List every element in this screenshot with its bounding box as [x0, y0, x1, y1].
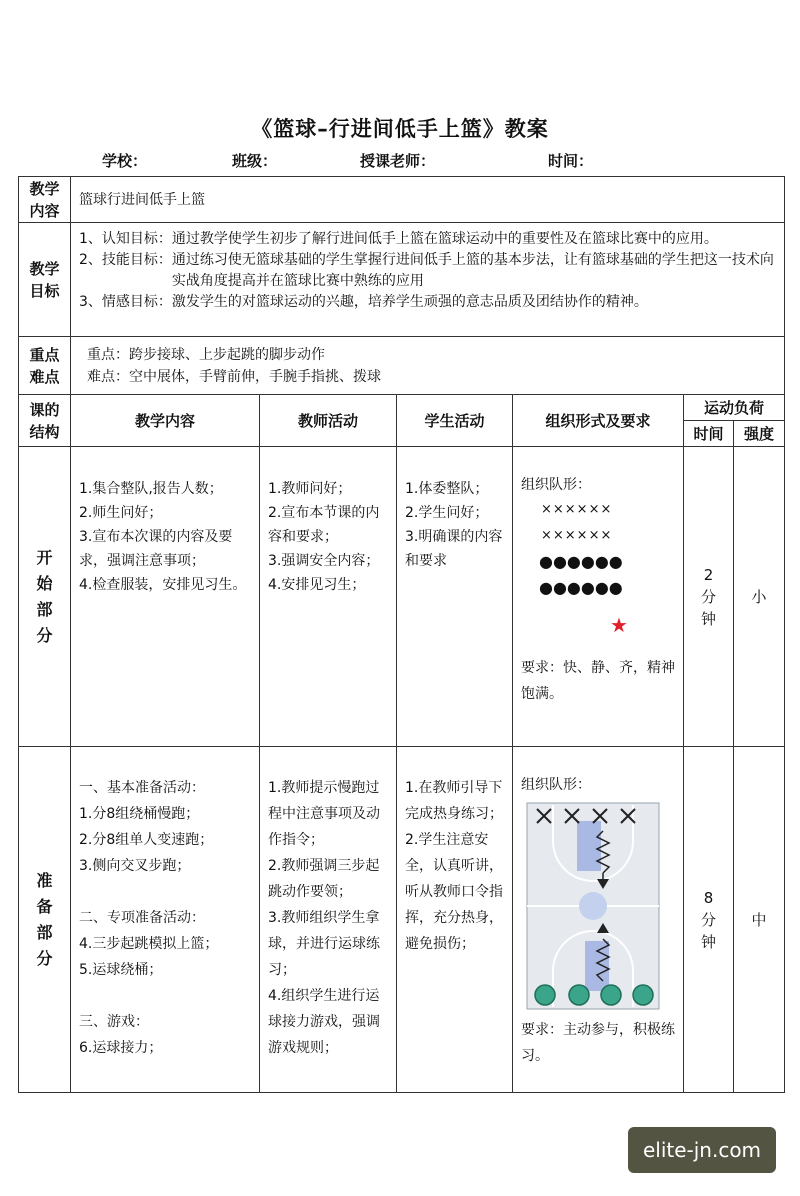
section-prep-student: 1.在教师引导下完成热身练习； 2.学生注意安全，认真听讲，听从教师口令指挥，充分热身，避免损伤； [397, 747, 513, 1093]
row-goals [19, 223, 785, 337]
meta-time: 时间： [548, 152, 594, 170]
lesson-plan-table [18, 176, 785, 1093]
center-circle [579, 892, 607, 920]
header-content: 教学内容 [71, 395, 260, 447]
header-org: 组织形式及要求 [513, 395, 684, 447]
section-start-content: 1.集合整队,报告人数； 2.师生问好； 3.宣布本次课的内容及要求，强调注意事项； 4.检查服装，安排见习生。 [71, 447, 260, 747]
content-text: 篮球行进间低手上篮 [71, 177, 785, 223]
row-keypoints [19, 337, 785, 395]
section-start-name: 开 始 部 分 [19, 447, 71, 747]
prep-requirement: 要求：主动参与，积极练习。 [521, 1022, 675, 1064]
section-prep-teacher: 1.教师提示慢跑过程中注意事项及动作指令； 2.教师强调三步起跳动作要领； 3.教师组织学生拿球，并进行运球练习； 4.组织学生进行运球接力游戏，强调游戏规则； [260, 747, 397, 1093]
formation-row-x2: ×××××× [541, 528, 613, 543]
header-structure: 课的结构 [19, 395, 71, 447]
page-title: 《篮球–行进间低手上篮》教案 [251, 117, 549, 141]
section-start-teacher: 1.教师问好； 2.宣布本节课的内容和要求； 3.强调安全内容； 4.安排见习生； [260, 447, 397, 747]
header-teacher: 教师活动 [260, 395, 397, 447]
goal-item-2: 2、技能目标： 通过练习使无篮球基础的学生掌握行进间低手上篮的基本步法，让有篮球基础的学生把这一技术向实战角度提高并在篮球比赛中熟练的应用 [79, 252, 774, 289]
court-bottom-key [585, 941, 609, 991]
row-section-start [19, 447, 785, 747]
section-prep-time: 8 分 钟 [684, 747, 734, 1093]
meta-school: 学校： [102, 152, 148, 170]
goals-label: 教学目标 [19, 223, 71, 337]
star-icon: ★ [610, 613, 628, 637]
goal-item-1: 1、认知目标： 通过教学使学生初步了解行进间低手上篮在篮球运动中的重要性及在篮球比赛中的应用。 [79, 231, 718, 247]
formation-row-x1: ×××××× [541, 502, 613, 517]
org-label: 组织队形： [521, 777, 591, 793]
dot-player-2 [569, 985, 589, 1005]
keypoints-label: 重点难点 [19, 337, 71, 395]
content-label: 教学内容 [19, 177, 71, 223]
header-student: 学生活动 [397, 395, 513, 447]
section-start-student: 1.体委整队； 2.学生问好； 3.明确课的内容和要求 [397, 447, 513, 747]
hard-point: 难点：空中展体，手臂前伸，手腕手指挑、拨球 [87, 368, 381, 385]
section-start-org [513, 447, 684, 747]
court-diagram [523, 801, 663, 1011]
section-start-time: 2 分 钟 [684, 447, 734, 747]
formation-row-dot1: ●●●●●● [539, 552, 623, 571]
header-load: 运动负荷 [684, 395, 785, 421]
formation-row-dot2: ●●●●●● [539, 578, 623, 597]
meta-teacher: 授课老师： [360, 152, 436, 170]
org-label: 组织队形： [521, 477, 591, 493]
goal-item-3: 3、情感目标： 激发学生的对篮球运动的兴趣，培养学生顽强的意志品质及团结协作的精神。 [79, 294, 648, 310]
key-point: 重点：跨步接球、上步起跳的脚步动作 [87, 346, 325, 363]
meta-class: 班级： [232, 152, 278, 170]
watermark-badge: elite-jn.com [628, 1127, 776, 1173]
row-section-prep [19, 747, 785, 1093]
dot-player-4 [633, 985, 653, 1005]
row-header-1 [19, 395, 785, 421]
dot-player-1 [535, 985, 555, 1005]
start-requirement: 要求：快、静、齐，精神饱满。 [521, 660, 675, 702]
section-prep-org [513, 747, 684, 1093]
row-content [19, 177, 785, 223]
goals-cell [71, 223, 785, 337]
section-prep-content: 一、基本准备活动： 1.分8组绕桶慢跑； 2.分8组单人变速跑； 3.侧向交叉步跑； 二、专项准备活动： 4.三步起跳模拟上篮； 5.运球绕桶； 三、游戏： 6.运球接力； [71, 747, 260, 1093]
court-top-key [577, 821, 601, 871]
dot-player-3 [601, 985, 621, 1005]
section-prep-name: 准 备 部 分 [19, 747, 71, 1093]
section-prep-intensity: 中 [734, 747, 785, 1093]
header-intensity: 强度 [734, 421, 785, 447]
section-start-intensity: 小 [734, 447, 785, 747]
keypoints-cell [71, 337, 785, 395]
header-time: 时间 [684, 421, 734, 447]
